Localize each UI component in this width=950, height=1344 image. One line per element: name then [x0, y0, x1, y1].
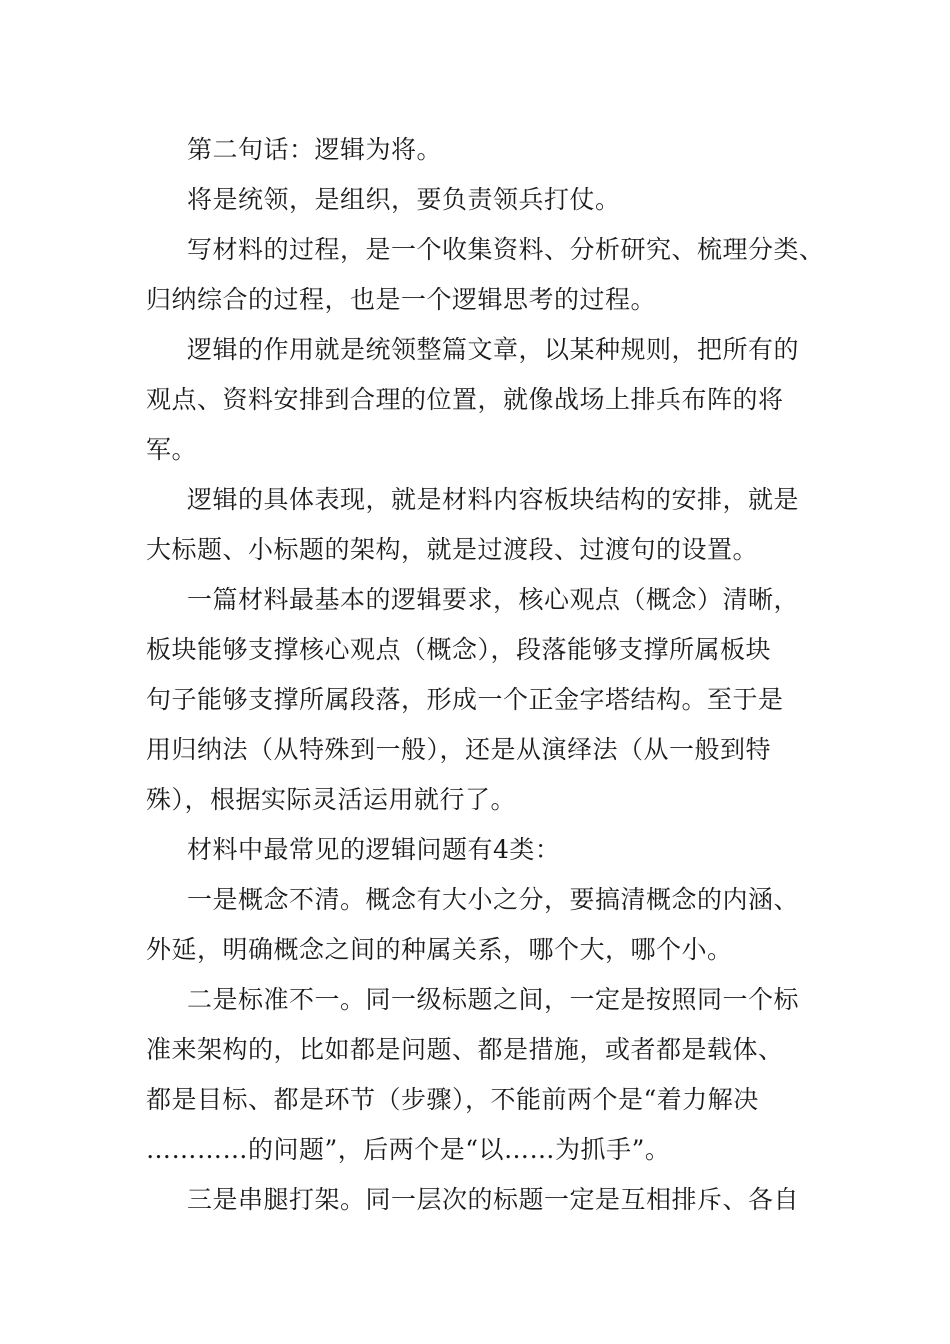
- text-line: 一是概念不清。概念有大小之分，要搞清概念的内涵、: [187, 885, 800, 914]
- text-line: 准来架构的，比如都是问题、都是措施，或者都是载体、: [146, 1035, 784, 1064]
- text-line: …………的问题”，后两个是“以……为抓手”。: [146, 1135, 671, 1164]
- text-line: 都是目标、都是环节（步骤），不能前两个是“着力解决: [146, 1085, 759, 1114]
- text-line: 观点、资料安排到合理的位置，就像战场上排兵布阵的将: [146, 385, 784, 414]
- text-line: 外延，明确概念之间的种属关系，哪个大，哪个小。: [146, 935, 733, 964]
- text-line: 句子能够支撑所属段落，形成一个正金字塔结构。至于是: [146, 685, 784, 714]
- text-line: 二是标准不一。同一级标题之间，一定是按照同一个标: [187, 985, 800, 1014]
- text-line: 将是统领，是组织，要负责领兵打仗。: [187, 185, 621, 214]
- text-line: 写材料的过程，是一个收集资料、分析研究、梳理分类、: [187, 235, 825, 264]
- text-line: 板块能够支撑核心观点（概念），段落能够支撑所属板块: [146, 635, 772, 664]
- text-line: 归纳综合的过程，也是一个逻辑思考的过程。: [146, 285, 657, 314]
- text-line: 材料中最常见的逻辑问题有4类：: [187, 835, 561, 864]
- text-line: 大标题、小标题的架构，就是过渡段、过渡句的设置。: [146, 535, 759, 564]
- text-line: 逻辑的具体表现，就是材料内容板块结构的安排，就是: [187, 485, 800, 514]
- text-line: 殊），根据实际灵活运用就行了。: [146, 785, 517, 814]
- text-line: 第二句话：逻辑为将。: [187, 135, 443, 164]
- text-line: 逻辑的作用就是统领整篇文章，以某种规则，把所有的: [187, 335, 800, 364]
- text-line: 一篇材料最基本的逻辑要求，核心观点（概念）清晰，: [187, 585, 800, 614]
- text-line: 军。: [146, 435, 198, 464]
- text-line: 用归纳法（从特殊到一般），还是从演绎法（从一般到特: [146, 735, 772, 764]
- text-line: 三是串腿打架。同一层次的标题一定是互相排斥、各自: [187, 1185, 800, 1214]
